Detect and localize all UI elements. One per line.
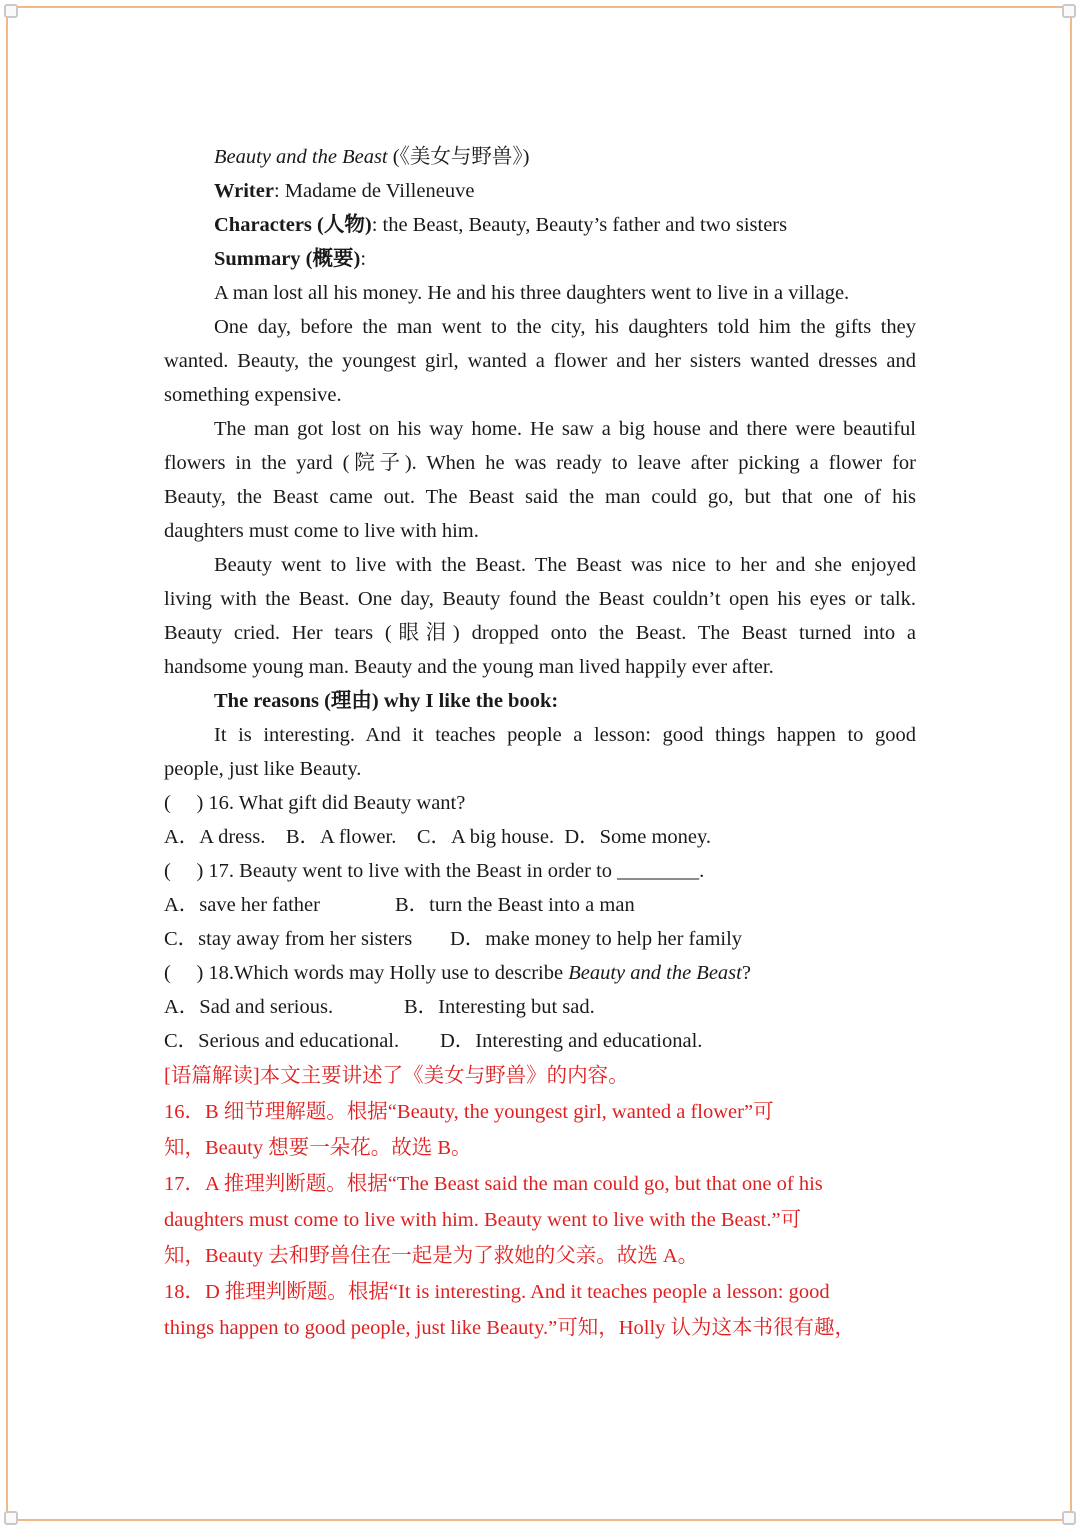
summary-paragraph-2: One day, before the man went to the city, his daughters told him the gifts they <box>214 316 916 338</box>
question-18: ( ) 18.Which words may Holly use to describe Beauty and the Beast? <box>164 962 751 984</box>
question-17-options-ab: A．save her father B．turn the Beast into a man <box>164 894 635 916</box>
reasons-paragraph: It is interesting. And it teaches people a lesson: good things happen to good <box>214 724 916 746</box>
corner-ornament-top-left <box>4 4 18 18</box>
question-16-options: A．A dress. B．A flower. C．A big house. D．Some money. <box>164 826 712 848</box>
reasons-heading: The reasons (理由) why I like the book: <box>214 690 559 712</box>
analysis-18: 18．D 推理判断题。根据“It is interesting. And it teaches people a lesson: good <box>164 1281 830 1303</box>
analysis-intro: [语篇解读]本文主要讲述了《美女与野兽》的内容。 <box>164 1065 629 1087</box>
corner-ornament-top-right <box>1062 4 1076 18</box>
question-17-options-cd: C．stay away from her sisters D．make money to help her family <box>164 928 743 950</box>
summary-paragraph-3: The man got lost on his way home. He saw a big house and there were beautiful <box>214 418 916 440</box>
summary-paragraph-1: A man lost all his money. He and his three daughters went to live in a village. <box>214 282 850 304</box>
corner-ornament-bottom-right <box>1062 1511 1076 1525</box>
summary-paragraph-4: Beauty went to live with the Beast. The Beast was nice to her and she enjoyed <box>214 554 916 576</box>
analysis-16: 16．B 细节理解题。根据“Beauty, the youngest girl, wanted a flower”可 <box>164 1101 774 1123</box>
corner-ornament-bottom-left <box>4 1511 18 1525</box>
document-body: Beauty and the Beast (《美女与野兽》) Writer: Madame de Villeneuve Characters (人物): the Beast, Beauty, Beauty’s father and two sisters Summary (概要): A man lost all his money. He and his three daughters went to live in a village. One day, before the man went to the city, his daughters told him the gifts they wanted. Beauty, the youngest girl, wanted a flower and her sisters wanted dresses and something expensive. The man got lost on his way home. He saw a big house and there were beautiful flowers in the yard (院子). When he was ready to leave after picking a flower for Beauty, the Beast came out. The Beast said the man could go, but that one of his daughters must come to live with him. Beauty went to live with the Beast. The Beast was nice to her and she enjoyed living with the Beast. One day, Beauty found the Beast couldn’t open his eyes or talk. Beauty cried. Her tears (眼泪) dropped onto the Beast. The Beast turned into a handsome young man. Beauty and the young man lived happily ever after. The reasons (理由) why I like the book: It is interesting. And it teaches people a lesson: good things happen to good people, just like Beauty. ( ) 16. What gift did Beauty want? A．A dress. B．A flower. C．A big house. D．Some money. ( ) 17. Beauty went to live with the Beast in order to ________. A．save her father B．turn the Beast into a man C．stay away from her sisters D．make money to help her family ( ) 18.Which words may Holly use to describe Beauty and the Beast? A．Sad and serious. B．Interesting but sad. C．Serious and educational. D．Interesting and educational. [语篇解读]本文主要讲述了《美女与野兽》的内容。 16．B 细节理解题。根据“Beauty, the youngest girl, wanted a flower”可 知，Beauty 想要一朵花。故选 B。 17．A 推理判断题。根据“The Beast said the man could go, but that one of his daughters must come to live with him. Beauty went to live with the Beast.”可 知，Beauty 去和野兽住在一起是为了救她的父亲。故选 A。 18．D 推理判断题。根据“It is interesting. And it teaches people a lesson: good things happen to good people, just like Beauty.”可知，Holly 认为这本书很有趣， <box>164 140 916 1346</box>
question-16: ( ) 16. What gift did Beauty want? <box>164 792 466 814</box>
writer-line: Writer: Madame de Villeneuve <box>214 180 475 202</box>
characters-line: Characters (人物): the Beast, Beauty, Beauty’s father and two sisters <box>214 214 788 236</box>
question-18-options-cd: C．Serious and educational. D．Interesting and educational. <box>164 1030 703 1052</box>
analysis-17: 17．A 推理判断题。根据“The Beast said the man could go, but that one of his <box>164 1173 823 1195</box>
question-17: ( ) 17. Beauty went to live with the Beast in order to ________. <box>164 860 705 882</box>
book-title: Beauty and the Beast <box>214 146 388 168</box>
summary-heading: Summary (概要): <box>214 248 367 270</box>
question-18-options-ab: A．Sad and serious. B．Interesting but sad. <box>164 996 595 1018</box>
book-title-line: Beauty and the Beast (《美女与野兽》) <box>214 146 530 168</box>
